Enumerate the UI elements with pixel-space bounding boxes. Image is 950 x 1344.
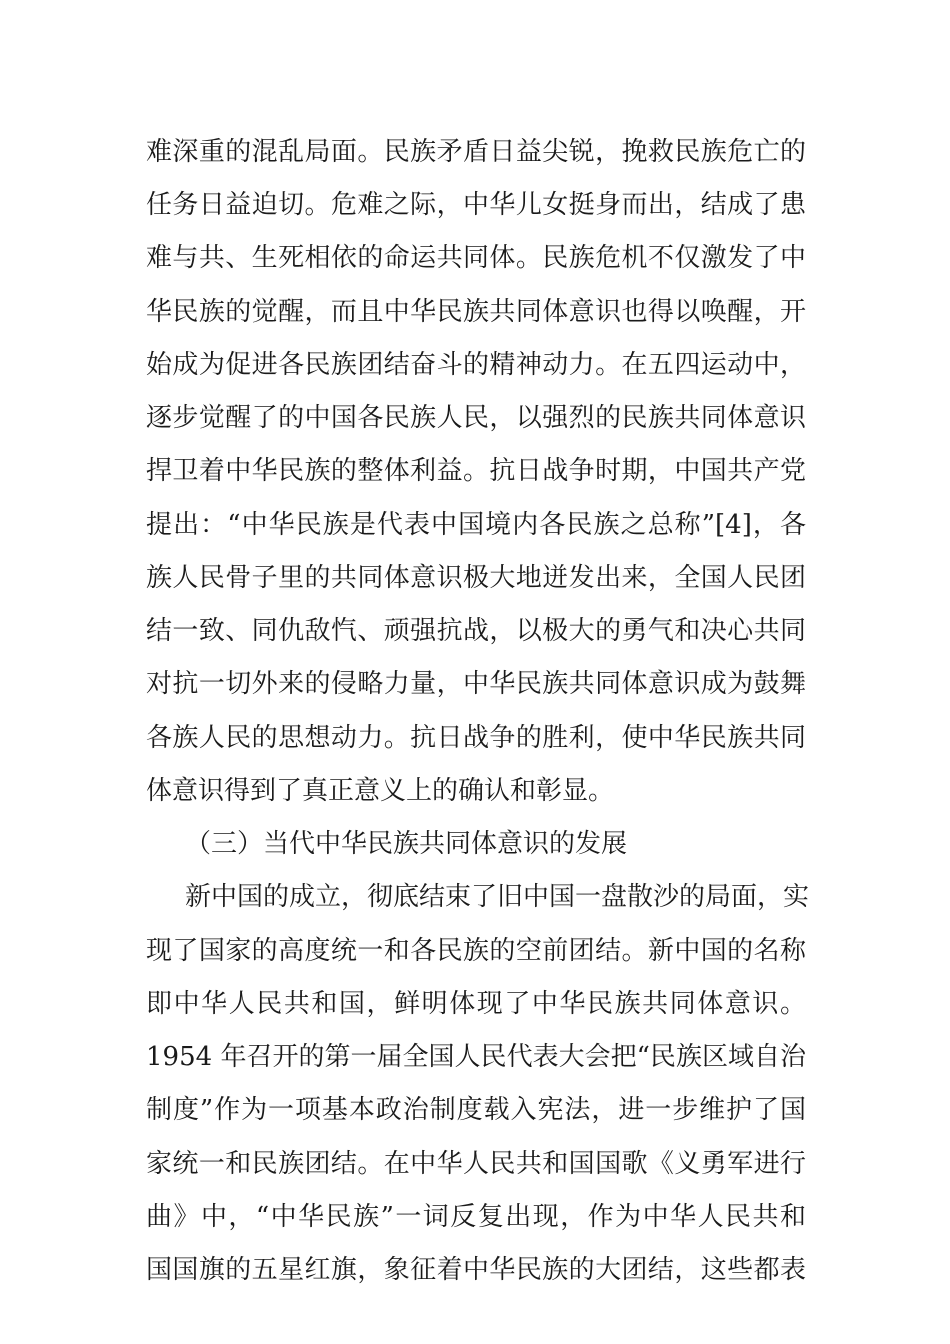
paragraph-1-line-10: 结一致、同仇敌忾、顽强抗战，以极大的勇气和决心共同	[146, 616, 806, 646]
paragraph-2-line-6: 家统一和民族团结。在中华人民共和国国歌《义勇军进行	[146, 1149, 806, 1179]
paragraph-2-line-1: 新中国的成立，彻底结束了旧中国一盘散沙的局面，实	[185, 882, 810, 912]
paragraph-1-line-4: 华民族的觉醒，而且中华民族共同体意识也得以唤醒，开	[146, 297, 806, 327]
paragraph-1-line-5: 始成为促进各民族团结奋斗的精神动力。在五四运动中，	[146, 350, 806, 380]
paragraph-1-line-9: 族人民骨子里的共同体意识极大地迸发出来，全国人民团	[146, 563, 806, 593]
paragraph-1-line-8: 提出：“中华民族是代表中国境内各民族之总称”[4]，各	[146, 510, 806, 540]
paragraph-2-line-3: 即中华人民共和国，鲜明体现了中华民族共同体意识。	[146, 989, 806, 1019]
paragraph-1-line-1: 难深重的混乱局面。民族矛盾日益尖锐，挽救民族危亡的	[146, 137, 806, 167]
paragraph-1-line-7: 捍卫着中华民族的整体利益。抗日战争时期，中国共产党	[146, 456, 806, 486]
section-heading: （三）当代中华民族共同体意识的发展	[185, 829, 628, 859]
paragraph-1-line-3: 难与共、生死相依的命运共同体。民族危机不仅激发了中	[146, 243, 806, 273]
paragraph-1-line-2: 任务日益迫切。危难之际，中华儿女挺身而出，结成了患	[146, 190, 806, 220]
paragraph-1-line-12: 各族人民的思想动力。抗日战争的胜利，使中华民族共同	[146, 723, 806, 753]
paragraph-1-line-6: 逐步觉醒了的中国各民族人民，以强烈的民族共同体意识	[146, 403, 806, 433]
paragraph-2-line-7: 曲》中，“中华民族”一词反复出现，作为中华人民共和	[146, 1202, 806, 1232]
paragraph-2-line-4: 1954 年召开的第一届全国人民代表大会把“民族区域自治	[146, 1042, 806, 1072]
paragraph-1-line-11: 对抗一切外来的侵略力量，中华民族共同体意识成为鼓舞	[146, 669, 806, 699]
paragraph-2-line-2: 现了国家的高度统一和各民族的空前团结。新中国的名称	[146, 936, 806, 966]
paragraph-1-line-13: 体意识得到了真正意义上的确认和彰显。	[146, 776, 615, 806]
paragraph-2-line-5: 制度”作为一项基本政治制度载入宪法，进一步维护了国	[146, 1095, 806, 1125]
paragraph-2-line-8: 国国旗的五星红旗，象征着中华民族的大团结，这些都表	[146, 1255, 806, 1285]
